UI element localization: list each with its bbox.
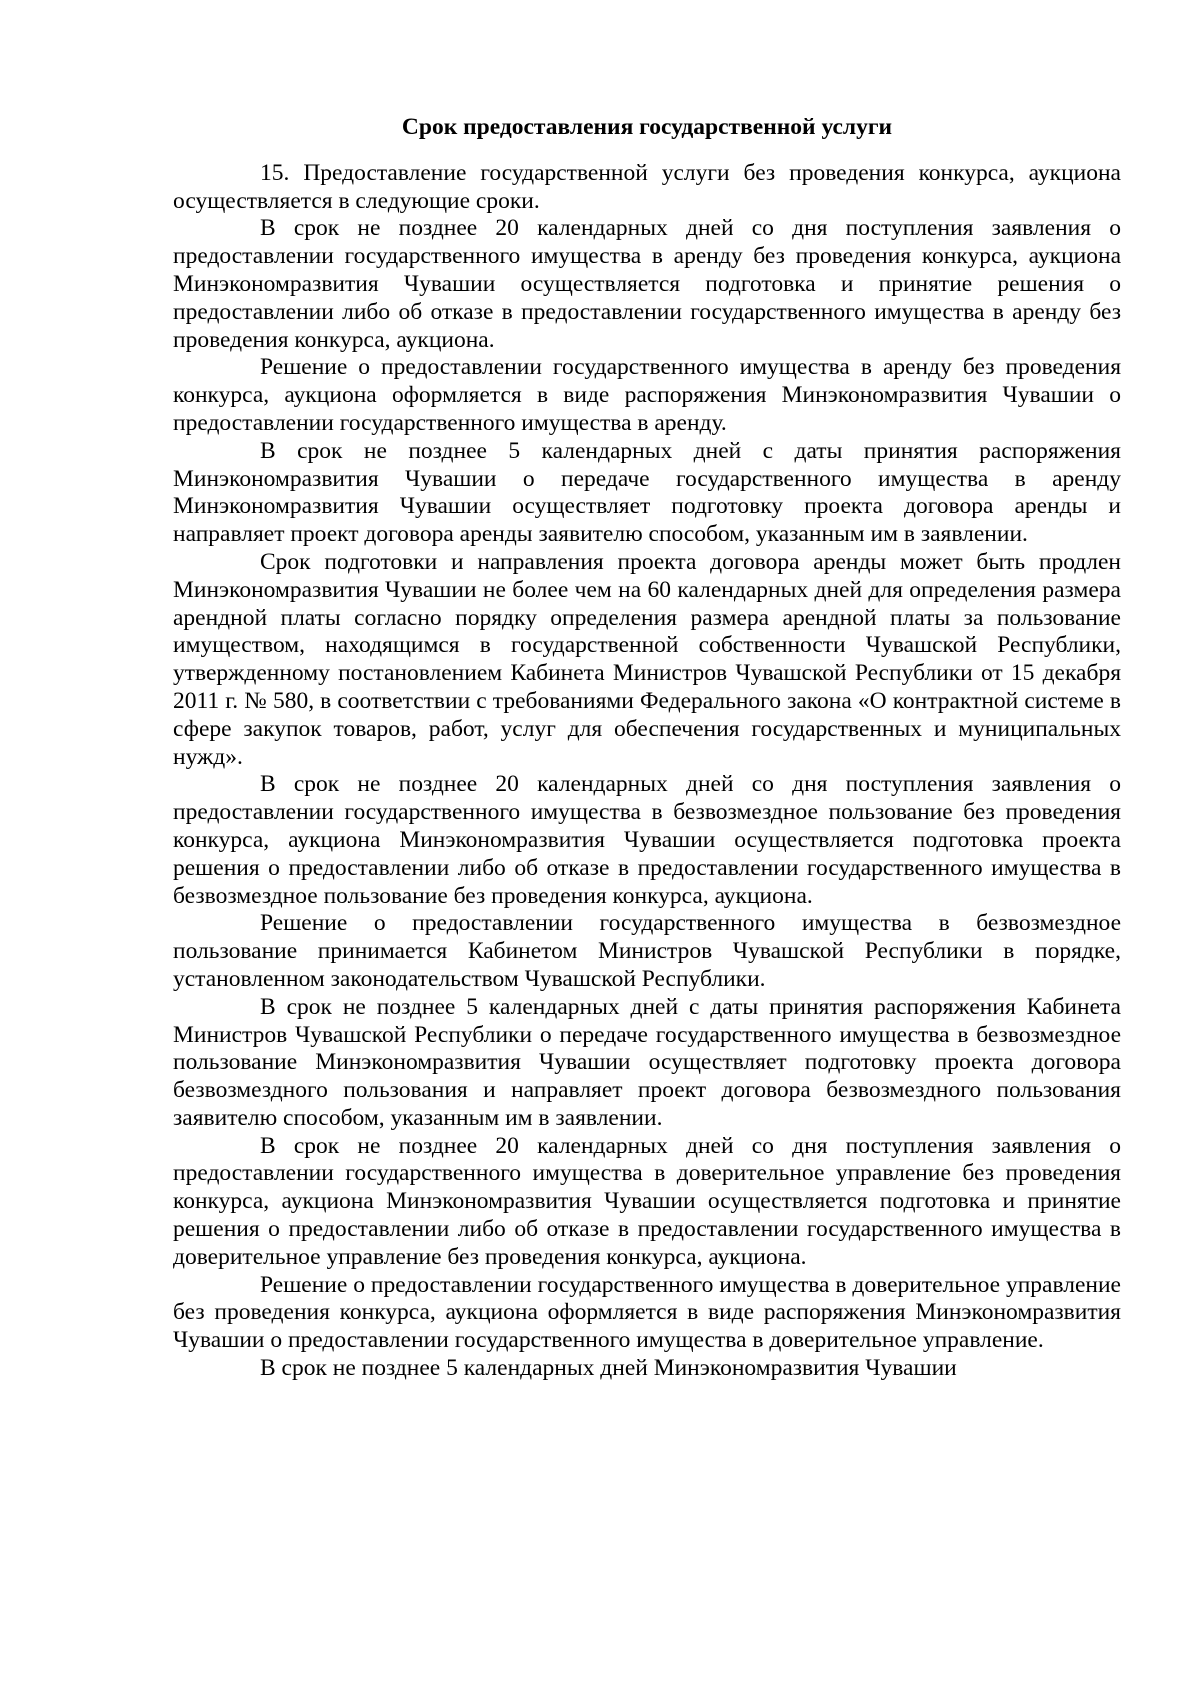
paragraph-7: Решение о предоставлении государственного имущества в безвозмездное пользование принимается Кабинетом Министров Чувашской Республики в порядке, установленном законодательством Чувашской Республики. xyxy=(173,910,1121,992)
section-title: Срок предоставления государственной услуги xyxy=(401,114,893,140)
paragraph-5: Срок подготовки и направления проекта договора аренды может быть продлен Минэкономразвития Чувашии не более чем на 60 календарных дней для определения размера арендной платы согласно порядку определения размера арендной платы за пользование имуществом, находящимся в государственной собственности Чувашской Республики, утвержденному постановлением Кабинета Министров Чувашской Республики от 15 декабря 2011 г. № 580, в соответствии с требованиями Федерального закона «О контрактной системе в сфере закупок товаров, работ, услуг для обеспечения государственных и муниципальных нужд». xyxy=(173,548,1121,770)
paragraph-4: В срок не позднее 5 календарных дней с даты принятия распоряжения Минэкономразвития Чувашии о передаче государственного имущества в аренду Минэкономразвития Чувашии осуществляет подготовку проекта договора аренды и направляет проект договора аренды заявителю способом, указанным им в заявлении. xyxy=(173,437,1121,548)
paragraph-10: Решение о предоставлении государственного имущества в доверительное управление без проведения конкурса, аукциона оформляется в виде распоряжения Минэкономразвития Чувашии о предоставлении государственного имущества в доверительное управление. xyxy=(173,1271,1121,1354)
paragraph-2: В срок не позднее 20 календарных дней со дня поступления заявления о предоставлении государственного имущества в аренду без проведения конкурса, аукциона Минэкономразвития Чувашии осуществляется подготовка и принятие решения о предоставлении либо об отказе в предоставлении государственного имущества в аренду без проведения конкурса, аукциона. xyxy=(173,215,1121,353)
paragraph-9: В срок не позднее 20 календарных дней со дня поступления заявления о предоставлении государственного имущества в доверительное управление без проведения конкурса, аукциона Минэкономразвития Чувашии осуществляется подготовка и принятие решения о предоставлении либо об отказе в предоставлении государственного имущества в доверительное управление без проведения конкурса, аукциона. xyxy=(173,1132,1121,1270)
paragraph-1: 15. Предоставление государственной услуги без проведения конкурса, аукциона осуществляется в следующие сроки. xyxy=(173,159,1121,214)
paragraph-6: В срок не позднее 20 календарных дней со дня поступления заявления о предоставлении государственного имущества в безвозмездное пользование без проведения конкурса, аукциона Минэкономразвития Чувашии осуществляется подготовка проекта решения о предоставлении либо об отказе в предоставлении государственного имущества в безвозмездное пользование без проведения конкурса, аукциона. xyxy=(173,771,1121,909)
document-body xyxy=(173,114,1121,1383)
paragraph-3: Решение о предоставлении государственного имущества в аренду без проведения конкурса, аукциона оформляется в виде распоряжения Минэкономразвития Чувашии о предоставлении государственного имущества в аренду. xyxy=(173,354,1121,436)
paragraph-8: В срок не позднее 5 календарных дней с даты принятия распоряжения Кабинета Министров Чувашской Республики о передаче государственного имущества в безвозмездное пользование Минэкономразвития Чувашии осуществляет подготовку проекта договора безвозмездного пользования и направляет проект договора безвозмездного пользования заявителю способом, указанным им в заявлении. xyxy=(173,993,1121,1131)
paragraph-11: В срок не позднее 5 календарных дней Минэкономразвития Чувашии xyxy=(260,1355,957,1382)
